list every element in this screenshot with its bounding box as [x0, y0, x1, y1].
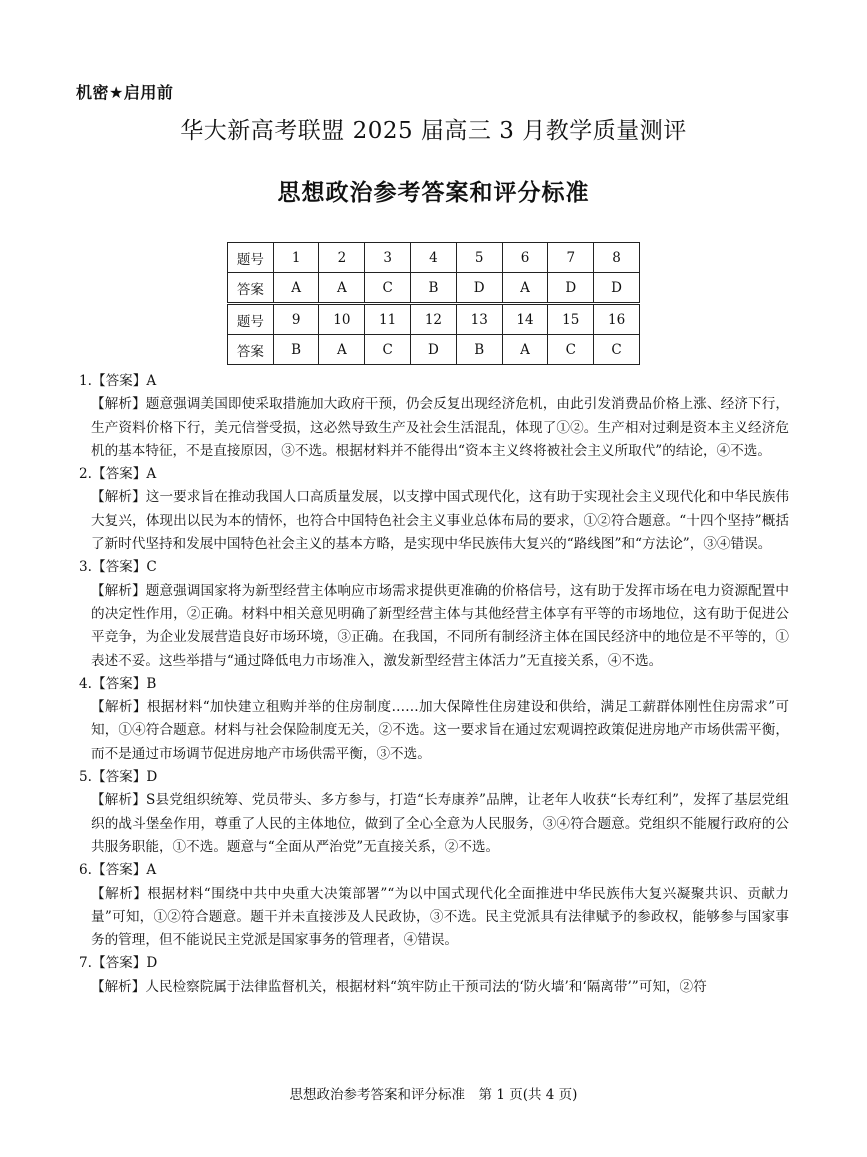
table-cell: 题号: [228, 304, 274, 335]
table-cell: A: [502, 273, 548, 304]
question-7-analysis: 【解析】人民检察院属于法律监督机关，根据材料“筑牢防止干预司法的‘防火墙’和‘隔离带’”可知，②符: [91, 978, 707, 995]
question-6-answer: 6.【答案】A: [79, 862, 157, 879]
table-cell: C: [594, 335, 640, 365]
table-cell: 1: [273, 243, 319, 273]
table-cell: 答案: [228, 273, 274, 304]
question-7-answer: 7.【答案】D: [79, 955, 158, 972]
table-cell: 答案: [228, 335, 274, 365]
table-cell: D: [594, 273, 640, 304]
question-3-answer: 3.【答案】C: [79, 559, 157, 576]
table-cell: B: [273, 335, 319, 365]
question-5-answer: 5.【答案】D: [79, 769, 158, 786]
table-cell: 12: [411, 304, 457, 335]
table-cell: 7: [548, 243, 594, 273]
page-footer: 思想政治参考答案和评分标准 第 1 页(共 4 页): [289, 1087, 578, 1103]
table-cell: A: [502, 335, 548, 365]
table-cell: 14: [502, 304, 548, 335]
table-cell: 8: [594, 243, 640, 273]
table-cell: D: [456, 273, 502, 304]
table-cell: D: [411, 335, 457, 365]
table-cell: 16: [594, 304, 640, 335]
question-4-answer: 4.【答案】B: [79, 675, 157, 692]
table-cell: D: [548, 273, 594, 304]
table-cell: 15: [548, 304, 594, 335]
table-cell: B: [411, 273, 457, 304]
table-cell: 10: [319, 304, 365, 335]
table-cell: 9: [273, 304, 319, 335]
table-cell: 2: [319, 243, 365, 273]
answer-table: [227, 242, 640, 365]
document-subtitle: 思想政治参考答案和评分标准: [277, 180, 590, 206]
table-cell: 4: [411, 243, 457, 273]
confidential-label: 机密★启用前: [76, 83, 174, 102]
question-2-analysis: 【解析】这一要求旨在推动我国人口高质量发展，以支撑中国式现代化，这有助于实现社会主义现代化和中华民族伟大复兴，体现出以民为本的情怀，也符合中国特色社会主义事业总体布局的要求，①②符合题意。“十四个坚持”概括了新时代坚持和发展中国特色社会主义的基本方略，是实现中华民族伟大复兴的“路线图”和“方法论”，③④错误。: [91, 489, 789, 553]
table-cell: C: [365, 335, 411, 365]
table-cell: 11: [365, 304, 411, 335]
table-cell: B: [456, 335, 502, 365]
table-cell: 13: [456, 304, 502, 335]
exam-title: 华大新高考联盟 2025 届高三 3 月教学质量测评: [180, 118, 687, 144]
table-cell: 5: [456, 243, 502, 273]
question-5-analysis: 【解析】S县党组织统筹、党员带头、多方参与，打造“长寿康养”品牌，让老年人收获“长寿红利”，发挥了基层党组织的战斗堡垒作用，尊重了人民的主体地位，做到了全心全意为人民服务，③④符合题意。党组织不能履行政府的公共服务职能，①不选。题意与“全面从严治党”无直接关系，②不选。: [91, 792, 789, 855]
question-4-analysis: 【解析】根据材料“加快建立租购并举的住房制度……加大保障性住房建设和供给，满足工薪群体刚性住房需求”可知，①④符合题意。材料与社会保险制度无关，②不选。这一要求旨在通过宏观调控政策促进房地产市场供需平衡，而不是通过市场调节促进房地产市场供需平衡，③不选。: [91, 699, 789, 762]
question-6-analysis: 【解析】根据材料“围绕中共中央重大决策部署”“为以中国式现代化全面推进中华民族伟大复兴凝聚共识、贡献力量”可知，①②符合题意。题干并未直接涉及人民政协，③不选。民主党派具有法律赋予的参政权，能够参与国家事务的管理，但不能说民主党派是国家事务的管理者，④错误。: [91, 885, 789, 949]
table-cell: C: [548, 335, 594, 365]
table-cell: 3: [365, 243, 411, 273]
question-2-answer: 2.【答案】A: [79, 466, 157, 483]
question-1-answer: 1.【答案】A: [79, 373, 157, 389]
table-row: [228, 304, 640, 335]
table-cell: 题号: [228, 243, 274, 273]
answer-explanations: [79, 370, 789, 999]
table-row: [228, 335, 640, 365]
table-cell: A: [273, 273, 319, 304]
table-cell: 6: [502, 243, 548, 273]
table-row: [228, 243, 640, 273]
table-cell: C: [365, 273, 411, 304]
question-3-analysis: 【解析】题意强调国家将为新型经营主体响应市场需求提供更准确的价格信号，这有助于发挥市场在电力资源配置中的决定性作用，②正确。材料中相关意见明确了新型经营主体与其他经营主体享有平等的市场地位，这有助于促进公平竞争，为企业发展营造良好市场环境，③正确。在我国，不同所有制经济主体在国民经济中的地位是不平等的，①表述不妥。这些举措与“通过降低电力市场准入，激发新型经营主体活力”无直接关系，④不选。: [91, 582, 789, 669]
question-1-analysis: 【解析】题意强调美国即使采取措施加大政府干预，仍会反复出现经济危机，由此引发消费品价格上涨、经济下行，生产资料价格下行，美元信誉受损，这必然导致生产及社会生活混乱，体现了①②。生产相对过剩是资本主义经济危机的基本特征，不是直接原因，③不选。根据材料并不能得出“资本主义终将被社会主义所取代”的结论，④不选。: [91, 396, 789, 459]
table-cell: A: [319, 273, 365, 304]
table-row: [228, 273, 640, 304]
table-cell: A: [319, 335, 365, 365]
